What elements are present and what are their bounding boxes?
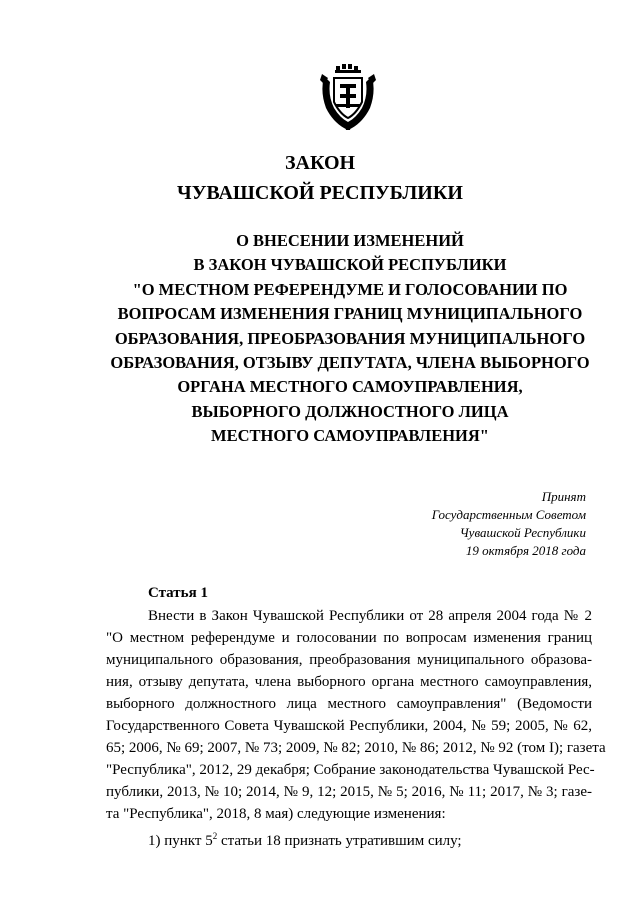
adoption-note <box>366 488 586 560</box>
adoption-date: 19 октября 2018 года <box>465 543 586 558</box>
adoption-line: Чувашской Республики <box>459 525 586 540</box>
article-body <box>106 605 606 852</box>
republic-title: ЧУВАШСКОЙ РЕСПУБЛИКИ <box>177 182 463 204</box>
subject-line: "О МЕСТНОМ РЕФЕРЕНДУМЕ И ГОЛОСОВАНИИ ПО <box>132 279 568 299</box>
body-line: публики, 2013, № 10; 2014, № 9, 12; 2015, № 5; 2016, № 11; 2017, № 3; газе- <box>106 784 592 800</box>
subject-line: В ЗАКОН ЧУВАШСКОЙ РЕСПУБЛИКИ <box>193 255 507 275</box>
body-line: муниципального образования, преобразования муниципального образова- <box>106 652 592 668</box>
subject-line: ОРГАНА МЕСТНОГО САМОУПРАВЛЕНИЯ, <box>177 377 523 397</box>
body-line: ния, отзыву депутата, члена выборного органа местного самоуправления, <box>106 674 592 690</box>
body-line: Внести в Закон Чувашской Республики от 28 апреля 2004 года № 2 <box>148 608 592 624</box>
body-line: та "Республика", 2018, 8 мая) следующие изменения: <box>106 806 446 822</box>
subject-line: ОБРАЗОВАНИЯ, ПРЕОБРАЗОВАНИЯ МУНИЦИПАЛЬНОГО <box>114 328 586 348</box>
subject-line: МЕСТНОГО САМОУПРАВЛЕНИЯ" <box>211 426 489 446</box>
amendment-item-1 <box>106 825 592 852</box>
coat-of-arms-emblem <box>316 64 380 132</box>
subject-line: ОБРАЗОВАНИЯ, ОТЗЫВУ ДЕПУТАТА, ЧЛЕНА ВЫБОРНОГО <box>110 353 590 373</box>
subject-line: ВЫБОРНОГО ДОЛЖНОСТНОГО ЛИЦА <box>191 401 509 421</box>
item-suffix: статьи 18 признать утратившим силу; <box>217 833 462 849</box>
item-superscript: 2 <box>212 831 218 841</box>
body-line: "Республика", 2012, 29 декабря; Собрание законодательства Чувашской Рес- <box>106 762 595 778</box>
law-subject-title <box>90 229 610 449</box>
article-heading: Статья 1 <box>148 585 208 601</box>
subject-line: ВОПРОСАМ ИЗМЕНЕНИЯ ГРАНИЦ МУНИЦИПАЛЬНОГО <box>117 304 583 324</box>
body-line: 65; 2006, № 69; 2007, № 73; 2009, № 82; 2010, № 86; 2012, № 92 (том I); газета <box>106 740 606 756</box>
law-title: ЗАКОН <box>284 152 356 174</box>
subject-line: О ВНЕСЕНИИ ИЗМЕНЕНИЙ <box>236 231 464 250</box>
adoption-line: Государственным Советом <box>431 507 586 522</box>
item-prefix: 1) пункт 5 <box>148 833 213 849</box>
body-line: Государственного Совета Чувашской Республики, 2004, № 59; 2005, № 62, <box>106 718 592 734</box>
body-line: "О местном референдуме и голосовании по вопросам изменения границ <box>106 630 592 646</box>
body-line: выборного должностного лица местного самоуправления" (Ведомости <box>106 696 592 712</box>
adoption-line: Принят <box>541 489 586 504</box>
